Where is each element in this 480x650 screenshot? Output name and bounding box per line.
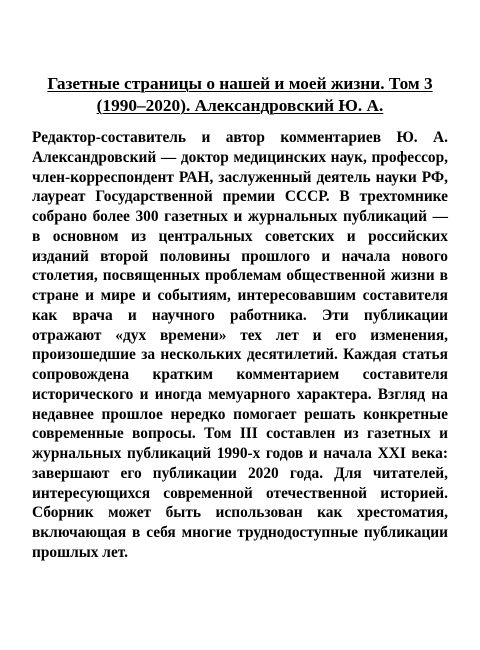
document-page <box>32 73 448 563</box>
document-description: Редактор-составитель и автор комментариев Ю. А. Александровский — доктор медицинских наук, профессор, член-корреспондент РАН, заслуженный деятель науки РФ, лауреат Государственной премии СССР. В трехтомнике собрано более 300 газетных и журнальных публикаций — в основном из центральных советских и российских изданий второй половины прошлого и начала нового столетия, посвященных проблемам общественной жизни в стране и мире и событиям, интересовавшим составителя как врача и научного работника. Эти публикации отражают «дух времени» тех лет и его изменения, произошедшие за нескольких десятилетий. Каждая статья сопровождена кратким комментарием составителя исторического и иногда мемуарного характера. Взгляд на недавнее прошлое нередко помогает решать конкретные современные вопросы. Том III составлен из газетных и журнальных публикаций 1990-х годов и начала XXI века: завершают его публикации 2020 года. Для читателей, интересующихся современной отечественной историей. Сборник может быть использован как хрестоматия, включающая в себя многие труднодоступные публикации прошлых лет. <box>32 129 448 561</box>
document-title: Газетные страницы о нашей и моей жизни. Том 3 (1990–2020). Александровский Ю. А. <box>47 74 433 115</box>
